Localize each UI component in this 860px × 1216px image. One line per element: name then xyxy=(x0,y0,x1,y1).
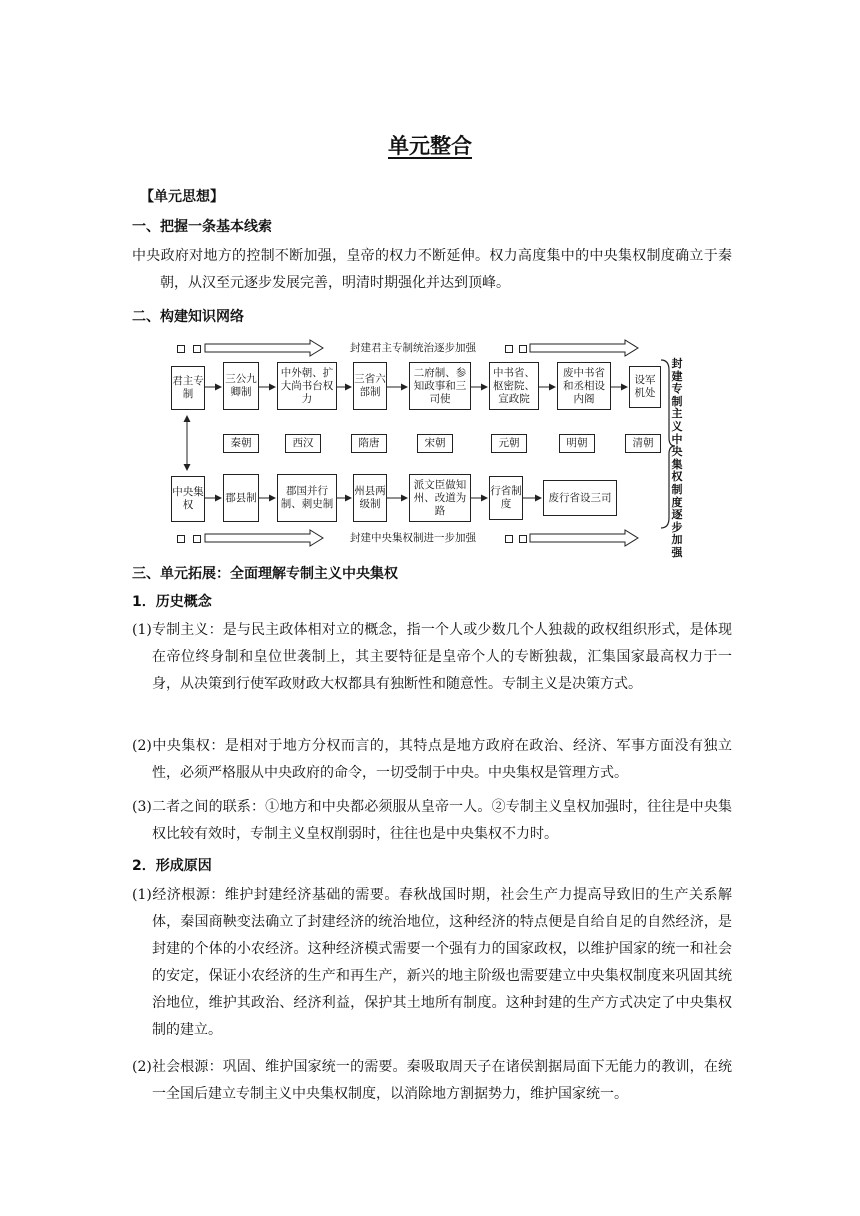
concept-autocracy-text: (1)专制主义：是与民主政体相对立的概念，指一个人或少数几个人独裁的政权组织形式，是体现在帝位终身制和皇位世袭制上，其主要特征是皇帝个人的专断独裁，汇集国家最高权力于一身，从决策到行使军政财政大权都具有独断性和随意性。专制主义是决策方式。 xyxy=(132,622,732,692)
dynasty-ming: 明朝 xyxy=(559,434,595,453)
concept-relation-text: (3)二者之间的联系：①地方和中央都必须服从皇帝一人。②专制主义皇权加强时，往往是中央集权比较有效时，专制主义皇权削弱时，往往也是中央集权不力时。 xyxy=(132,799,732,842)
page-title: 单元整合 xyxy=(388,134,472,158)
marker-square xyxy=(177,535,185,543)
cause-social xyxy=(132,1054,732,1108)
box-prefecture-county: 州县两级制 xyxy=(353,474,387,522)
marker-square xyxy=(505,535,513,543)
box-cabinet: 废中书省和丞相设内阁 xyxy=(557,362,611,410)
marker-square xyxy=(193,535,201,543)
heading-historical-concepts: 1．历史概念 xyxy=(132,594,212,610)
box-central-authority: 中央集权 xyxy=(171,476,205,522)
box-province-system: 行省制度 xyxy=(489,476,523,520)
marker-square xyxy=(519,535,527,543)
dynasty-sui-tang: 隋唐 xyxy=(351,434,387,453)
cause-economic xyxy=(132,882,732,1044)
heading-unit-extension: 三、单元拓展：全面理解专制主义中央集权 xyxy=(132,566,398,582)
box-inner-outer-court: 中外朝、扩大尚书台权力 xyxy=(277,362,337,410)
box-grand-council: 设军机处 xyxy=(629,366,661,408)
concept-relation xyxy=(132,794,732,848)
box-three-departments: 三省六部制 xyxy=(353,362,387,410)
heading-basic-clue: 一、把握一条基本线索 xyxy=(132,219,272,235)
section-unit-thought: 【单元思想】 xyxy=(140,189,224,205)
box-commandery-county: 郡县制 xyxy=(223,474,259,522)
dynasty-yuan: 元朝 xyxy=(491,434,527,453)
box-abolish-province: 废行省设三司 xyxy=(543,480,617,516)
dynasty-song: 宋朝 xyxy=(417,434,453,453)
clue-text: 中央政府对地方的控制不断加强，皇帝的权力不断延伸。权力高度集中的中央集权制度确立于秦朝，从汉至元逐步发展完善，明清时期强化并达到顶峰。 xyxy=(132,248,732,291)
heading-knowledge-network: 二、构建知识网络 xyxy=(132,309,244,325)
marker-square xyxy=(177,345,185,353)
box-civil-officials: 派文臣做知州、改道为路 xyxy=(409,474,471,522)
box-two-offices: 二府制、参知政事和三司使 xyxy=(409,362,471,410)
box-commandery-kingdom: 郡国并行制、刺史制 xyxy=(277,474,337,522)
concept-centralization-text: (2)中央集权：是相对于地方分权而言的，其特点是地方政府在政治、经济、军事方面没有独立性，必须严格服从中央政府的命令，一切受制于中央。中央集权是管理方式。 xyxy=(132,738,732,781)
cause-economic-text: (1)经济根源：维护封建经济基础的需要。春秋战国时期，社会生产力提高导致旧的生产关系解体，秦国商鞅变法确立了封建经济的统治地位，这种经济的特点便是自给自足的自然经济，是封建的个体的小农经济。这种经济模式需要一个强有力的国家政权，以维护国家的统一和社会的安定，保证小农经济的生产和再生产，新兴的地主阶级也需要建立中央集权制度来巩固其统治地位，维护其政治、经济利益，保护其土地所有制度。这种封建的生产方式决定了中央集权制的建立。 xyxy=(132,887,732,1038)
bottom-banner-label: 封建中央集权制进一步加强 xyxy=(347,530,479,545)
side-label: 封建专制主义中央集权制度逐步加强 xyxy=(671,357,683,559)
box-three-lords: 三公九卿制 xyxy=(223,362,259,410)
paragraph-basic-clue xyxy=(132,243,732,297)
marker-square xyxy=(193,345,201,353)
dynasty-western-han: 西汉 xyxy=(285,434,321,453)
knowledge-network-diagram xyxy=(165,338,695,559)
dynasty-qin: 秦朝 xyxy=(223,434,259,453)
heading-formation-causes: 2．形成原因 xyxy=(132,858,212,874)
box-monarch-autocracy: 君主专制 xyxy=(171,366,205,410)
cause-social-text: (2)社会根源：巩固、维护国家统一的需要。秦吸取周天子在诸侯割据局面下无能力的教训，在统一全国后建立专制主义中央集权制度，以消除地方割据势力，维护国家统一。 xyxy=(132,1059,732,1102)
dynasty-qing: 清朝 xyxy=(625,434,661,453)
concept-autocracy xyxy=(132,617,732,698)
marker-square xyxy=(505,345,513,353)
top-banner-label: 封建君主专制统治逐步加强 xyxy=(347,340,479,355)
concept-centralization xyxy=(132,733,732,787)
marker-square xyxy=(519,345,527,353)
box-zhongshu: 中书省、枢密院、宣政院 xyxy=(489,362,539,410)
